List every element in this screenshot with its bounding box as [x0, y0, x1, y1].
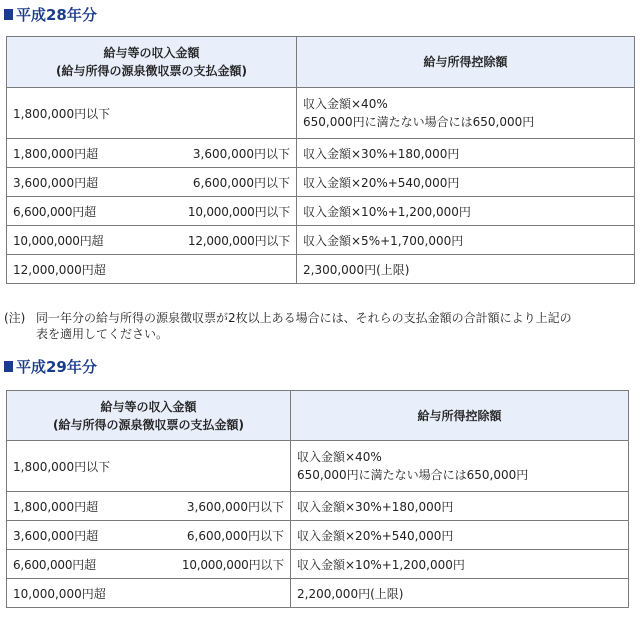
deduction-cell: 収入金額×30%+180,000円 [297, 139, 635, 168]
deduction-cell [291, 441, 629, 492]
header-income-line1: 給与等の収入金額 [103, 46, 200, 60]
deduction-cell [297, 88, 635, 139]
table-row [7, 550, 629, 579]
table-row [7, 88, 635, 139]
income-to: 12,000,000円以下 [187, 233, 290, 248]
section-heading-h28 [4, 3, 97, 25]
square-bullet-icon [4, 361, 13, 372]
table-row [7, 492, 629, 521]
deduction-cell: 収入金額×5%+1,700,000円 [297, 226, 635, 255]
income-from: 12,000,000円超 [13, 262, 106, 277]
header-income [7, 37, 297, 88]
note [4, 310, 634, 342]
table-row [7, 521, 629, 550]
income-from: 10,000,000円超 [13, 233, 104, 248]
income-cell [7, 550, 291, 579]
header-income-line1: 給与等の収入金額 [100, 399, 197, 414]
income-cell [7, 139, 297, 168]
income-to: 3,600,000円以下 [192, 146, 290, 161]
income-cell [7, 197, 297, 226]
section-heading-h29 [4, 355, 97, 377]
note-label: (注) [4, 311, 26, 325]
table-row [7, 441, 629, 492]
table-row [7, 139, 635, 168]
section-heading-text: 平成28年分 [16, 5, 97, 24]
income-to: 6,600,000円以下 [186, 528, 284, 543]
income-cell [7, 492, 291, 521]
deduction-table-h28 [6, 36, 635, 284]
deduction-line1: 収入金額×40% [303, 97, 388, 111]
deduction-cell: 収入金額×10%+1,200,000円 [297, 197, 635, 226]
deduction-cell: 収入金額×20%+540,000円 [297, 168, 635, 197]
income-from: 1,800,000円以下 [13, 459, 111, 474]
header-income-line2: (給与所得の源泉徴収票の支払金額) [53, 417, 244, 432]
deduction-cell: 収入金額×10%+1,200,000円 [291, 550, 629, 579]
income-from: 10,000,000円超 [13, 586, 106, 601]
income-cell [7, 88, 297, 139]
income-to: 10,000,000円以下 [181, 557, 284, 572]
section-heading-text: 平成29年分 [16, 357, 97, 376]
table-row [7, 579, 629, 608]
income-cell [7, 521, 291, 550]
income-to: 10,000,000円以下 [187, 204, 290, 219]
income-from: 3,600,000円超 [13, 528, 99, 543]
header-income-line2: (給与所得の源泉徴収票の支払金額) [56, 64, 247, 78]
table-row [7, 197, 635, 226]
deduction-cell: 2,300,000円(上限) [297, 255, 635, 284]
note-line2: 表を適用してください。 [36, 327, 169, 341]
deduction-line1: 収入金額×40% [297, 450, 382, 464]
income-to: 3,600,000円以下 [186, 499, 284, 514]
income-cell [7, 441, 291, 492]
income-from: 1,800,000円超 [13, 499, 99, 514]
table-row [7, 255, 635, 284]
income-from: 6,600,000円超 [13, 557, 96, 572]
income-from: 3,600,000円超 [13, 175, 99, 190]
note-line1: 同一年分の給与所得の源泉徴収票が2枚以上ある場合には、それらの支払金額の合計額により上記の [36, 311, 572, 325]
header-income [7, 391, 291, 441]
income-cell [7, 168, 297, 197]
deduction-line2: 650,000円に満たない場合には650,000円 [303, 115, 535, 129]
income-to: 6,600,000円以下 [192, 175, 290, 190]
deduction-cell: 収入金額×20%+540,000円 [291, 521, 629, 550]
header-deduction: 給与所得控除額 [297, 37, 635, 88]
deduction-cell: 2,200,000円(上限) [291, 579, 629, 608]
income-cell [7, 579, 291, 608]
square-bullet-icon [4, 9, 13, 20]
deduction-cell: 収入金額×30%+180,000円 [291, 492, 629, 521]
income-from: 1,800,000円超 [13, 146, 99, 161]
income-from: 1,800,000円以下 [13, 106, 111, 121]
table-row [7, 226, 635, 255]
deduction-line2: 650,000円に満たない場合には650,000円 [297, 468, 529, 482]
deduction-table-h29 [6, 390, 629, 608]
header-deduction: 給与所得控除額 [291, 391, 629, 441]
income-from: 6,600,000円超 [13, 204, 96, 219]
table-row [7, 168, 635, 197]
table-header-row [7, 37, 635, 88]
table-header-row [7, 391, 629, 441]
income-cell [7, 255, 297, 284]
income-cell [7, 226, 297, 255]
